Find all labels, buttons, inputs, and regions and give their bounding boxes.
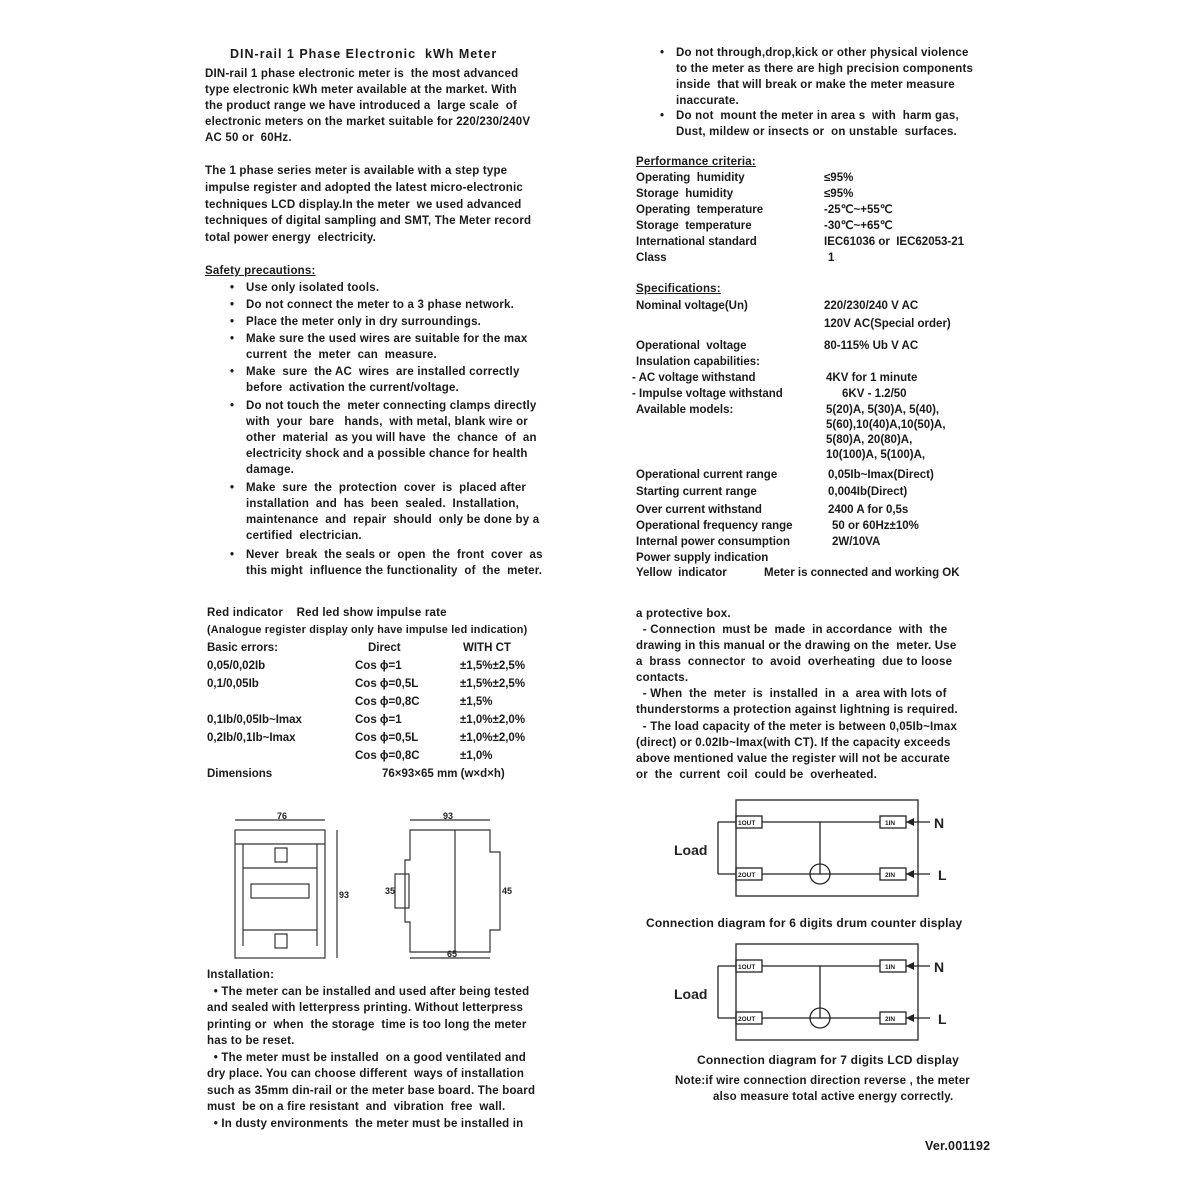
errors-cell: ±1,0%±2,0% <box>460 732 526 744</box>
intro-line: AC 50 or 60Hz. <box>205 132 292 144</box>
safety-item: installation and has been sealed. Installation, <box>246 498 520 510</box>
safety-item: Never break the seals or open the front cover as <box>246 549 543 561</box>
spec-label: Operational current range <box>636 469 778 481</box>
spec-value: 2400 A for 0,5s <box>828 504 909 516</box>
intro-line: electronic meters on the market suitable for 220/230/240V <box>205 116 531 128</box>
safety-item: damage. <box>246 464 295 476</box>
terminal-label: 1IN <box>885 964 896 971</box>
performance-label: Class <box>636 252 667 264</box>
terminal-label: 1IN <box>885 820 896 827</box>
warning-line: inaccurate. <box>676 95 739 107</box>
spec-value: Meter is connected and working OK <box>764 567 960 579</box>
bullet: • <box>230 282 235 294</box>
analogue-note: (Analogue register display only have impulse led indication) <box>207 624 528 636</box>
performance-label: Operating humidity <box>636 172 745 184</box>
intro2-line: techniques LCD display.In the meter we used advanced <box>205 199 522 211</box>
spec-value: 5(80)A, 20(80)A, <box>826 434 913 446</box>
arrow-n-icon <box>906 962 914 970</box>
connection-diagram-7-digit <box>668 936 958 1051</box>
installation-line: • The meter can be installed and used after being tested <box>207 986 530 998</box>
intro2-line: The 1 phase series meter is available with a step type <box>205 165 508 177</box>
intro2-line: total power energy electricity. <box>205 232 377 244</box>
spec-value: 5(20)A, 5(30)A, 5(40), <box>826 404 940 416</box>
spec-label: Nominal voltage(Un) <box>636 300 748 312</box>
performance-value: ≤95% <box>824 188 854 200</box>
load-label: Load <box>674 986 708 1002</box>
performance-value: ≤95% <box>824 172 854 184</box>
errors-cell: ±1,5%±2,5% <box>460 678 526 690</box>
installation-line: must be on a fire resistant and vibration free wall. <box>207 1101 506 1113</box>
bullet: • <box>230 366 235 378</box>
note-line: above mentioned value the register will not be accurate <box>636 753 950 765</box>
installation-line: has to be reset. <box>207 1035 295 1047</box>
version-label: Ver.001192 <box>925 1139 991 1153</box>
performance-heading: Performance criteria: <box>636 156 756 168</box>
line-label: L <box>938 1011 947 1027</box>
spec-value: 80-115% Ub V AC <box>824 340 919 352</box>
terminal-label: 2OUT <box>738 1016 756 1023</box>
safety-item: this might influence the functionality of the meter. <box>246 565 543 577</box>
bullet: • <box>660 47 665 59</box>
load-label: Load <box>674 842 708 858</box>
spec-value: 120V AC(Special order) <box>824 318 951 330</box>
safety-item: other material as you will have the chance of an <box>246 432 537 444</box>
errors-header-ct: WITH CT <box>463 642 511 654</box>
spec-value: 0,05Ib~Imax(Direct) <box>828 469 934 481</box>
spec-value: 10(100)A, 5(100)A, <box>826 449 926 461</box>
spec-label: Over current withstand <box>636 504 762 516</box>
errors-header-direct: Direct <box>368 642 401 654</box>
note-line: - The load capacity of the meter is between 0,05Ib~Imax <box>636 721 958 733</box>
front-height-label: 93 <box>339 890 350 900</box>
bullet: • <box>230 549 235 561</box>
diagram2-caption: Connection diagram for 7 digits LCD display <box>697 1053 959 1067</box>
spec-value: 2W/10VA <box>832 536 881 548</box>
installation-line: such as 35mm din-rail or the meter base board. The board <box>207 1085 536 1097</box>
errors-cell: ±1,5% <box>460 696 493 708</box>
installation-line: • The meter must be installed on a good ventilated and <box>207 1052 526 1064</box>
note-line: or the current coil could be overheated. <box>636 769 877 781</box>
safety-item: Place the meter only in dry surroundings. <box>246 316 482 328</box>
spec-label: Internal power consumption <box>636 536 790 548</box>
note-line: (direct) or 0.02Ib~Imax(with CT). If the capacity exceeds <box>636 737 951 749</box>
bullet: • <box>660 110 665 122</box>
intro2-line: impulse register and adopted the latest micro-electronic <box>205 182 523 194</box>
bullet: • <box>230 299 235 311</box>
warning-line: Do not through,drop,kick or other physical violence <box>676 47 969 59</box>
dimensions-value: 76×93×65 mm (w×d×h) <box>382 768 505 780</box>
terminal-label: 2IN <box>885 872 896 879</box>
errors-cell: 0,05/0,02Ib <box>207 660 266 672</box>
side-view <box>395 820 500 958</box>
performance-value: IEC61036 or IEC62053-21 <box>824 236 965 248</box>
performance-value: 1 <box>828 252 835 264</box>
side-bottom-label: 65 <box>447 949 458 959</box>
safety-item: electricity shock and a possible chance for health <box>246 448 528 460</box>
note-line: contacts. <box>636 672 689 684</box>
safety-item: Make sure the used wires are suitable for the max <box>246 333 528 345</box>
intro-line: DIN-rail 1 phase electronic meter is the most advanced <box>205 68 519 80</box>
performance-value: -25℃~+55℃ <box>824 204 893 216</box>
installation-line: • In dusty environments the meter must be installed in <box>207 1118 524 1130</box>
performance-label: Storage temperature <box>636 220 752 232</box>
note-reverse-line: also measure total active energy correctly. <box>713 1091 954 1103</box>
spec-label: Operational voltage <box>636 340 747 352</box>
note-line: drawing in this manual or the drawing on the meter. Use <box>636 640 957 652</box>
warning-line: Do not mount the meter in area s with harm gas, <box>676 110 959 122</box>
note-reverse-line: Note:if wire connection direction reverse , the meter <box>675 1075 970 1087</box>
neutral-label: N <box>934 959 945 975</box>
spec-value: 0,004Ib(Direct) <box>828 486 908 498</box>
spec-value: 220/230/240 V AC <box>824 300 919 312</box>
spec-label: Starting current range <box>636 486 757 498</box>
errors-cell: 0,2Ib/0,1Ib~Imax <box>207 732 296 744</box>
warning-line: to the meter as there are high precision components <box>676 63 974 75</box>
terminal-label: 2OUT <box>738 872 756 879</box>
side-top-label: 93 <box>443 812 454 821</box>
spec-label: Yellow indicator <box>636 567 727 579</box>
errors-cell: Cos ϕ=0,5L <box>355 732 419 744</box>
warning-line: inside that will break or make the meter measure <box>676 79 955 91</box>
safety-item: current the meter can measure. <box>246 349 437 361</box>
safety-item: Make sure the AC wires are installed correctly <box>246 366 520 378</box>
spec-label: - AC voltage withstand <box>632 372 756 384</box>
performance-label: Operating temperature <box>636 204 764 216</box>
spec-label: Operational frequency range <box>636 520 793 532</box>
spec-label: Power supply indication <box>636 552 769 564</box>
safety-item: Do not connect the meter to a 3 phase network. <box>246 299 514 311</box>
bullet: • <box>230 316 235 328</box>
front-view <box>235 820 337 958</box>
errors-cell: 0,1Ib/0,05Ib~Imax <box>207 714 302 726</box>
installation-line: printing or when the storage time is too long the meter <box>207 1019 527 1031</box>
red-indicator-line: Red indicator Red led show impulse rate <box>207 607 447 619</box>
spec-value: 6KV - 1.2/50 <box>842 388 907 400</box>
document-title: DIN-rail 1 Phase Electronic kWh Meter <box>230 47 498 61</box>
safety-item: Use only isolated tools. <box>246 282 380 294</box>
installation-heading: Installation: <box>207 969 275 981</box>
safety-heading: Safety precautions: <box>205 265 316 277</box>
diagram1-caption: Connection diagram for 6 digits drum counter display <box>646 916 963 930</box>
safety-item: before activation the current/voltage. <box>246 382 459 394</box>
note-line: a protective box. <box>636 608 731 620</box>
terminal-label: 2IN <box>885 1016 896 1023</box>
specifications-heading: Specifications: <box>636 283 721 295</box>
arrow-l-icon <box>906 1014 914 1022</box>
side-right-label: 45 <box>502 886 513 896</box>
spec-label: - Impulse voltage withstand <box>632 388 783 400</box>
safety-item: Make sure the protection cover is placed after <box>246 482 527 494</box>
installation-line: and sealed with letterpress printing. Without letterpress <box>207 1002 524 1014</box>
safety-item: Do not touch the meter connecting clamps directly <box>246 400 537 412</box>
performance-label: Storage humidity <box>636 188 734 200</box>
bullet: • <box>230 400 235 412</box>
errors-header-label: Basic errors: <box>207 642 278 654</box>
errors-cell: ±1,0%±2,0% <box>460 714 526 726</box>
spec-value: 5(60),10(40)A,10(50)A, <box>826 419 946 431</box>
errors-cell: Cos ϕ=0,5L <box>355 678 419 690</box>
spec-value: 50 or 60Hz±10% <box>832 520 919 532</box>
bullet: • <box>230 333 235 345</box>
arrow-n-icon <box>906 818 914 826</box>
errors-cell: Cos ϕ=0,8C <box>355 696 420 708</box>
errors-cell: Cos ϕ=1 <box>355 714 402 726</box>
safety-item: with your bare hands, with metal, blank wire or <box>246 416 528 428</box>
terminal-label: 1OUT <box>738 820 756 827</box>
terminal-label: 1OUT <box>738 964 756 971</box>
intro-line: the product range we have introduced a large scale of <box>205 100 517 112</box>
note-line: - Connection must be made in accordance with the <box>636 624 948 636</box>
note-line: a brass connector to avoid overheating due to loose <box>636 656 953 668</box>
note-line: thunderstorms a protection against lightning is required. <box>636 704 958 716</box>
spec-label: Available models: <box>636 404 734 416</box>
performance-label: International standard <box>636 236 757 248</box>
bullet: • <box>230 482 235 494</box>
neutral-label: N <box>934 815 945 831</box>
line-label: L <box>938 867 947 883</box>
spec-value: 4KV for 1 minute <box>826 372 918 384</box>
arrow-l-icon <box>906 870 914 878</box>
errors-cell: Cos ϕ=0,8C <box>355 750 420 762</box>
errors-cell: 0,1/0,05Ib <box>207 678 259 690</box>
side-left-label: 35 <box>385 886 396 896</box>
intro-line: type electronic kWh meter available at the market. With <box>205 84 517 96</box>
performance-value: -30℃~+65℃ <box>824 220 893 232</box>
installation-line: dry place. You can choose different ways of installation <box>207 1068 525 1080</box>
errors-cell: ±1,0% <box>460 750 493 762</box>
note-line: - When the meter is installed in a area with lots of <box>636 688 947 700</box>
errors-cell: Cos ϕ=1 <box>355 660 402 672</box>
safety-item: certified electrician. <box>246 530 362 542</box>
spec-label: Insulation capabilities: <box>636 356 760 368</box>
errors-cell: ±1,5%±2,5% <box>460 660 526 672</box>
front-width-label: 76 <box>277 812 288 821</box>
dimensions-label: Dimensions <box>207 768 273 780</box>
intro2-line: techniques of digital sampling and SMT, The Meter record <box>205 215 532 227</box>
safety-item: maintenance and repair should only be done by a <box>246 514 540 526</box>
connection-diagram-6-digit <box>668 792 958 907</box>
dimension-drawing <box>225 812 525 962</box>
warning-line: Dust, mildew or insects or on unstable surfaces. <box>676 126 957 138</box>
